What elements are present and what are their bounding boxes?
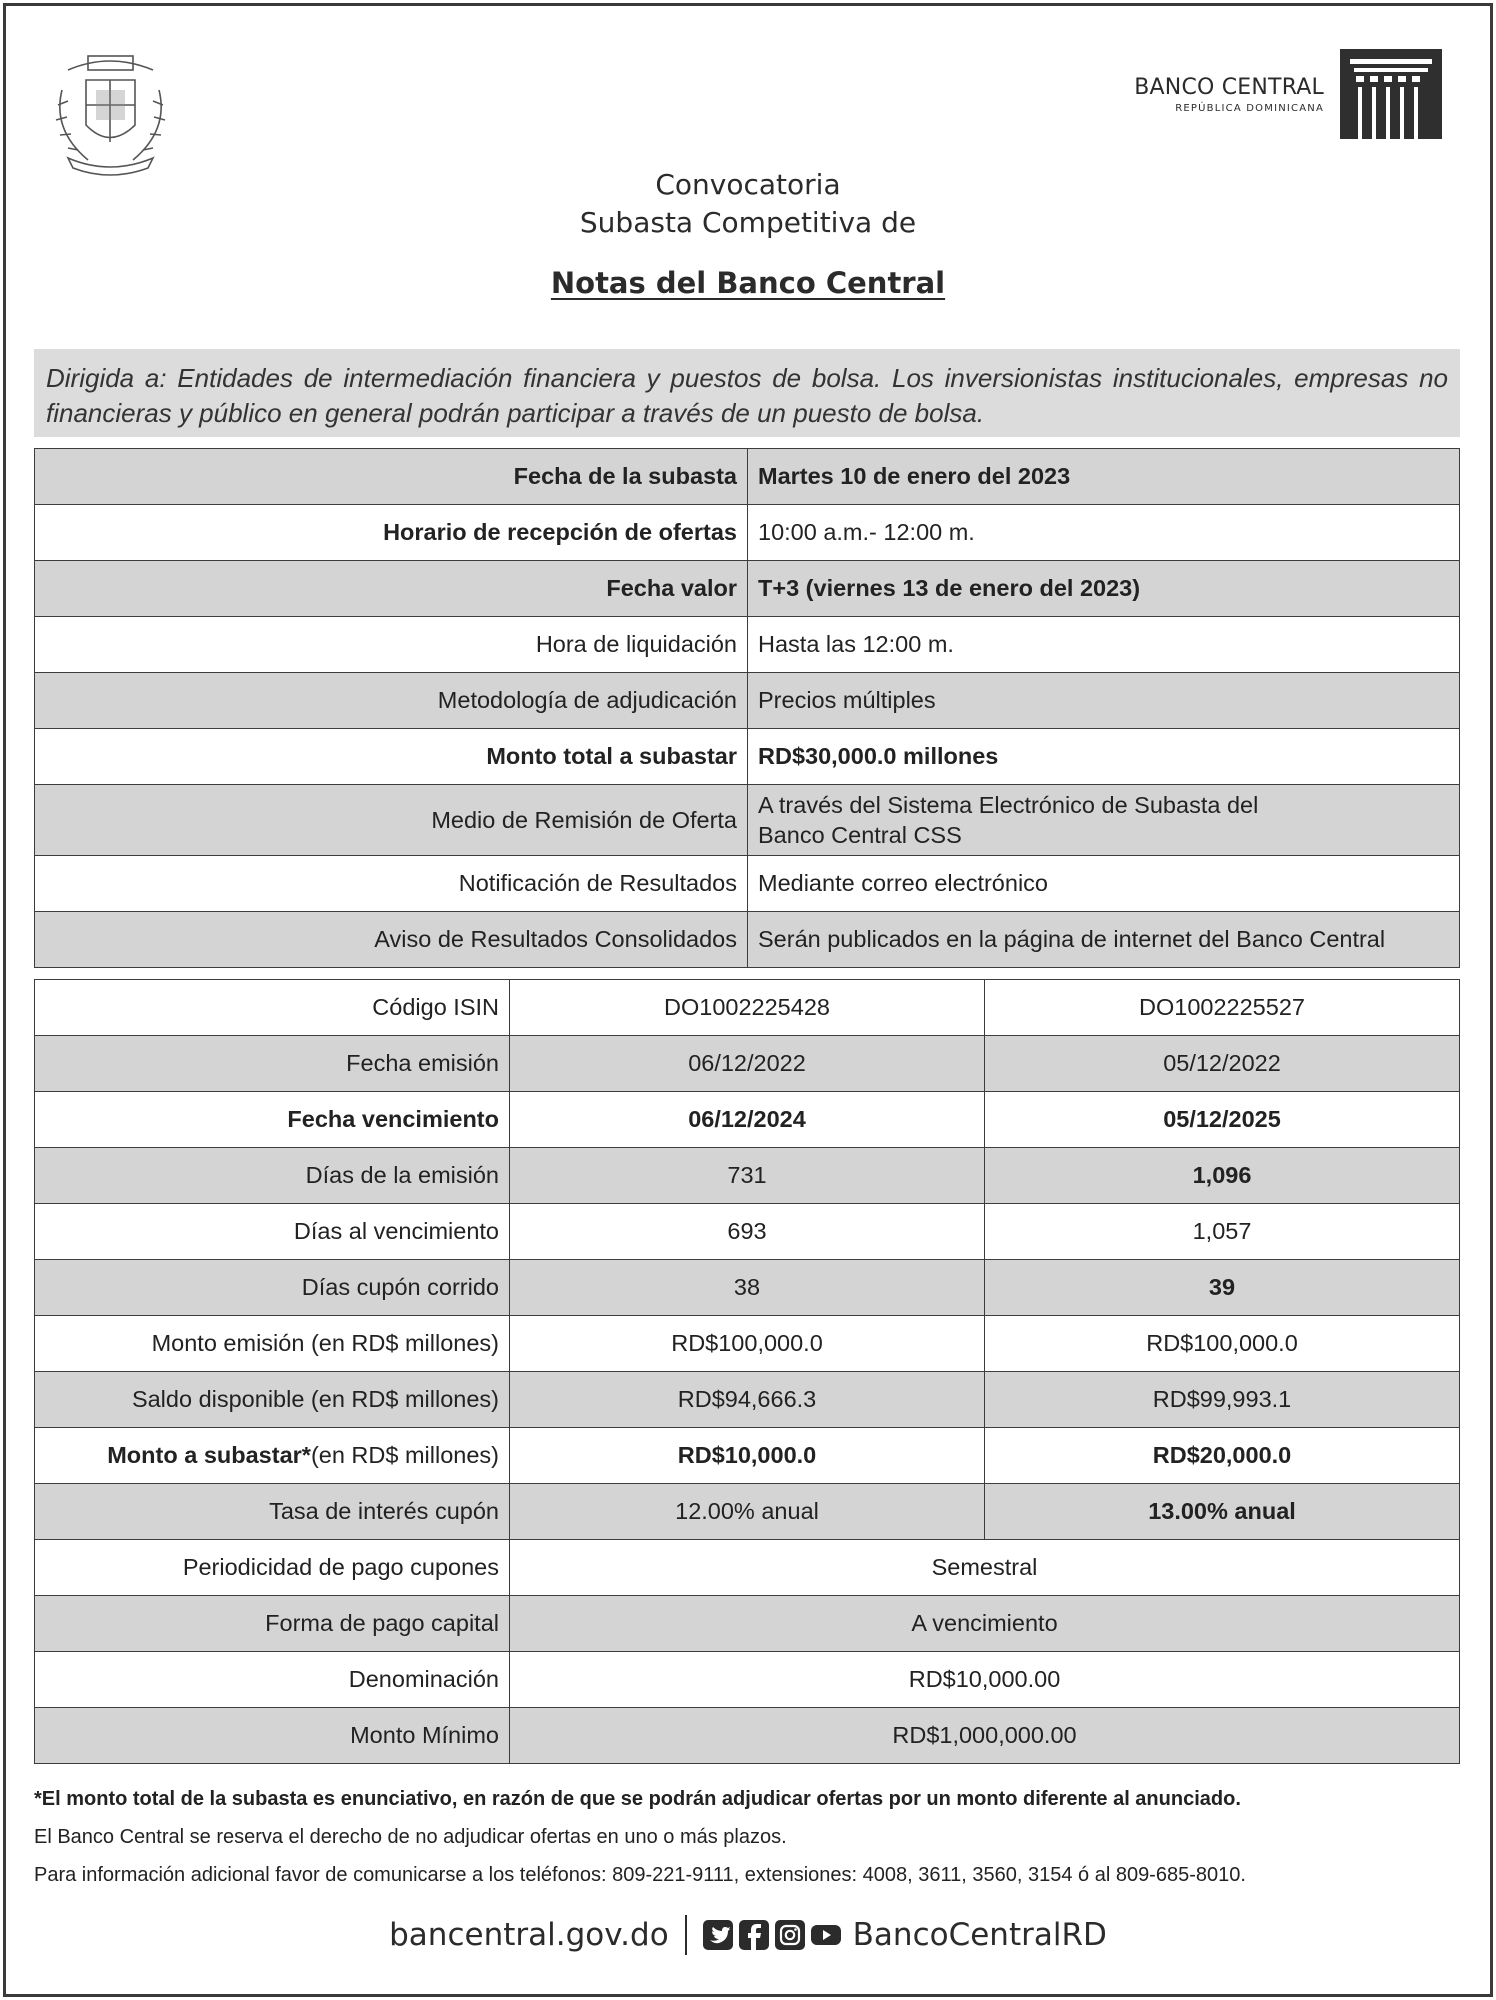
table-row	[35, 673, 1460, 729]
social-handle[interactable]: BancoCentralRD	[852, 1917, 1107, 1953]
cell: RD$10,000.0	[510, 1428, 985, 1484]
table-row	[35, 1540, 1460, 1596]
row-label: Fecha emisión	[35, 1036, 510, 1092]
cell: RD$100,000.0	[985, 1316, 1460, 1372]
row-label: Fecha de la subasta	[35, 449, 748, 505]
row-value: T+3 (viernes 13 de enero del 2023)	[748, 561, 1460, 617]
intro-text: Dirigida a: Entidades de intermediación financiera y puestos de bolsa. Los inversionistas institucionales, empresas no financieras y público en general podrán participar a través de un puesto de bolsa.	[34, 349, 1460, 437]
row-label: Fecha valor	[35, 561, 748, 617]
row-label: Monto emisión (en RD$ millones)	[35, 1316, 510, 1372]
note-disclaimer: *El monto total de la subasta es enunciativo, en razón de que se podrán adjudicar ofertas por un monto diferente al anunciado.	[34, 1788, 1241, 1810]
title-convocatoria: Convocatoria	[655, 168, 841, 201]
table-row	[35, 912, 1460, 968]
table-row	[35, 1708, 1460, 1764]
cell: 39	[985, 1260, 1460, 1316]
cell: RD$94,666.3	[510, 1372, 985, 1428]
row-label: Hora de liquidación	[35, 617, 748, 673]
cell: 06/12/2024	[510, 1092, 985, 1148]
table-row	[35, 1596, 1460, 1652]
row-label: Forma de pago capital	[35, 1596, 510, 1652]
row-label: Denominación	[35, 1652, 510, 1708]
row-label: Fecha vencimiento	[35, 1092, 510, 1148]
note-rights: El Banco Central se reserva el derecho de no adjudicar ofertas en uno o más plazos.	[34, 1826, 787, 1848]
bank-subtitle: REPÚBLICA DOMINICANA	[1175, 102, 1324, 114]
cell: 06/12/2022	[510, 1036, 985, 1092]
row-label: Notificación de Resultados	[35, 856, 748, 912]
social-icons	[703, 1920, 841, 1950]
cell: RD$100,000.0	[510, 1316, 985, 1372]
facebook-icon[interactable]	[739, 1920, 769, 1950]
note-contact: Para información adicional favor de comunicarse a los teléfonos: 809-221-9111, extensiones: 4008, 3611, 3560, 3154 ó al 809-685-8010.	[34, 1864, 1246, 1886]
cell: RD$99,993.1	[985, 1372, 1460, 1428]
row-label: Código ISIN	[35, 980, 510, 1036]
row-label: Periodicidad de pago cupones	[35, 1540, 510, 1596]
table-row	[35, 1036, 1460, 1092]
cell: Semestral	[510, 1540, 1460, 1596]
title-subasta: Subasta Competitiva de	[579, 206, 917, 239]
row-value	[748, 785, 1460, 856]
bank-logo	[1134, 48, 1442, 140]
row-label-rest: (en RD$ millones)	[310, 1442, 499, 1468]
instruments-table	[34, 979, 1460, 1764]
row-label: Aviso de Resultados Consolidados	[35, 912, 748, 968]
table-row	[35, 785, 1460, 856]
cell: 38	[510, 1260, 985, 1316]
row-label: Monto Mínimo	[35, 1708, 510, 1764]
auction-info-table	[34, 448, 1460, 968]
coat-of-arms-icon	[48, 50, 173, 176]
table-row	[35, 1092, 1460, 1148]
cell: 731	[510, 1148, 985, 1204]
row-label: Días al vencimiento	[35, 1204, 510, 1260]
table-row	[35, 505, 1460, 561]
table-row	[35, 1428, 1460, 1484]
cell: 05/12/2022	[985, 1036, 1460, 1092]
table-row	[35, 856, 1460, 912]
table-row	[35, 617, 1460, 673]
row-value-line: A través del Sistema Electrónico de Subasta del	[758, 792, 1259, 818]
cell: RD$1,000,000.00	[510, 1708, 1460, 1764]
row-label: Metodología de adjudicación	[35, 673, 748, 729]
row-label: Días de la emisión	[35, 1148, 510, 1204]
cell: 1,057	[985, 1204, 1460, 1260]
row-value: Serán publicados en la página de internet del Banco Central	[748, 912, 1460, 968]
website-link[interactable]: bancentral.gov.do	[389, 1917, 669, 1953]
youtube-icon[interactable]	[811, 1920, 841, 1950]
footer-divider	[685, 1915, 687, 1955]
cell: 693	[510, 1204, 985, 1260]
row-value: 10:00 a.m.- 12:00 m.	[748, 505, 1460, 561]
cell: DO1002225428	[510, 980, 985, 1036]
row-label: Días cupón corrido	[35, 1260, 510, 1316]
table-row	[35, 1260, 1460, 1316]
cell: 1,096	[985, 1148, 1460, 1204]
row-label-bold: Monto a subastar*	[107, 1442, 311, 1468]
table-row	[35, 1316, 1460, 1372]
bank-name: BANCO CENTRAL	[1134, 74, 1324, 100]
row-label	[35, 1428, 510, 1484]
table-row	[35, 449, 1460, 505]
cell: DO1002225527	[985, 980, 1460, 1036]
title-notas: Notas del Banco Central	[550, 266, 946, 300]
row-value: RD$30,000.0 millones	[748, 729, 1460, 785]
row-label: Horario de recepción de ofertas	[35, 505, 748, 561]
footer	[0, 1915, 1496, 1955]
twitter-icon[interactable]	[703, 1920, 733, 1950]
cell: RD$10,000.00	[510, 1652, 1460, 1708]
table-row	[35, 1652, 1460, 1708]
instagram-icon[interactable]	[775, 1920, 805, 1950]
row-value-line: Banco Central CSS	[758, 822, 962, 848]
cell: 13.00% anual	[985, 1484, 1460, 1540]
cell: 05/12/2025	[985, 1092, 1460, 1148]
row-label: Medio de Remisión de Oferta	[35, 785, 748, 856]
table-row	[35, 561, 1460, 617]
row-label: Saldo disponible (en RD$ millones)	[35, 1372, 510, 1428]
bank-building-icon	[1340, 49, 1442, 139]
table-row	[35, 729, 1460, 785]
cell: A vencimiento	[510, 1596, 1460, 1652]
row-label: Tasa de interés cupón	[35, 1484, 510, 1540]
table-row	[35, 1484, 1460, 1540]
row-value: Martes 10 de enero del 2023	[748, 449, 1460, 505]
row-value: Hasta las 12:00 m.	[748, 617, 1460, 673]
table-row	[35, 1204, 1460, 1260]
table-row	[35, 1148, 1460, 1204]
cell: 12.00% anual	[510, 1484, 985, 1540]
row-label: Monto total a subastar	[35, 729, 748, 785]
row-value: Mediante correo electrónico	[748, 856, 1460, 912]
table-row	[35, 980, 1460, 1036]
table-row	[35, 1372, 1460, 1428]
row-value: Precios múltiples	[748, 673, 1460, 729]
cell: RD$20,000.0	[985, 1428, 1460, 1484]
